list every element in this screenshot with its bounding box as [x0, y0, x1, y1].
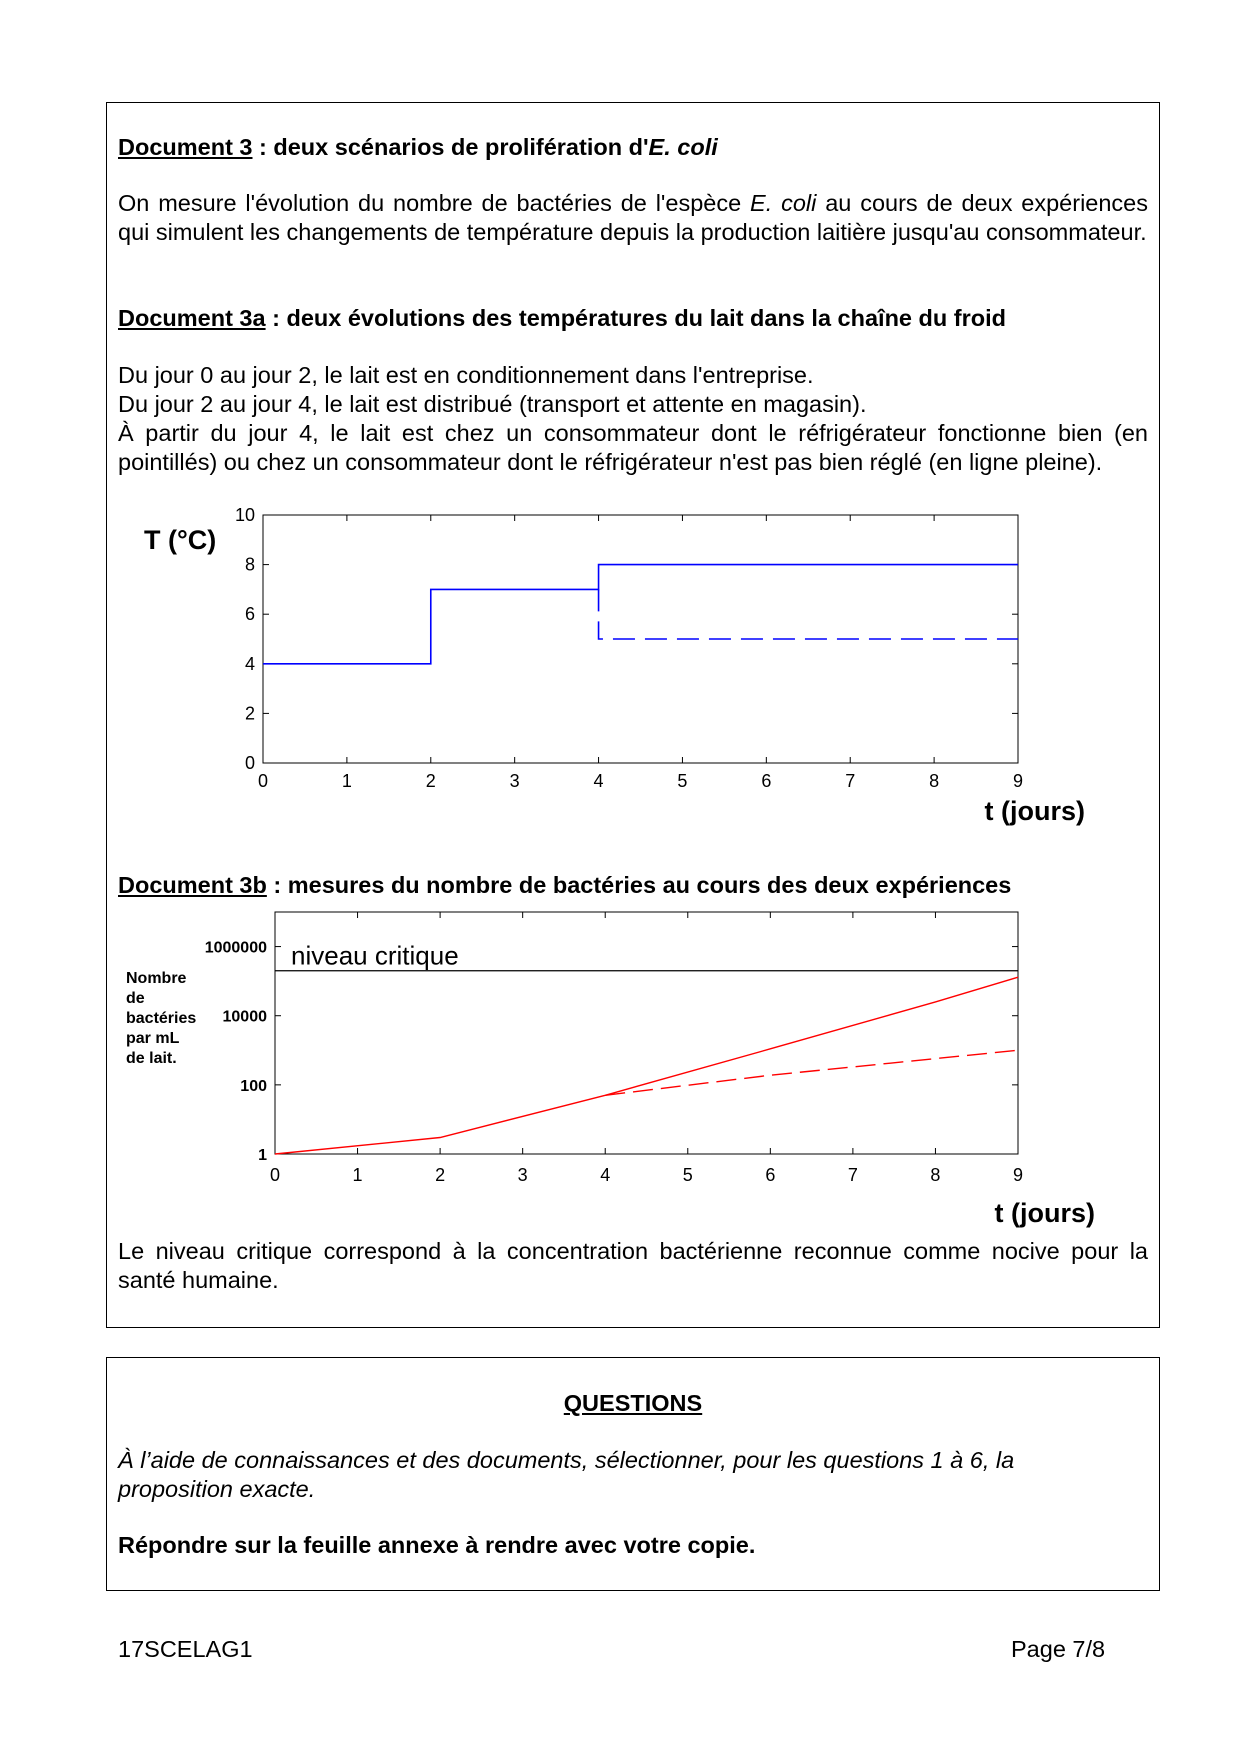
doc3a-line-2: Du jour 2 au jour 4, le lait est distribué (transport et attente en magasin).	[118, 391, 867, 417]
x-tick-label: 2	[425, 771, 436, 791]
y-tick-label: 2	[244, 703, 255, 724]
y-axis-label-line: de lait.	[126, 1050, 177, 1067]
doc3-title-species: E. coli	[648, 134, 718, 160]
doc3b-title	[118, 871, 1011, 900]
y-axis-label-line: bactéries	[126, 1010, 197, 1027]
doc3-title-label: Document 3	[118, 134, 253, 160]
questions-answer-note: Répondre sur la feuille annexe à rendre avec votre copie.	[118, 1532, 756, 1558]
y-tick-label: 0	[244, 753, 255, 773]
x-tick-label: 6	[761, 771, 772, 791]
y-tick-label: 1000000	[204, 939, 267, 957]
doc3a-title	[118, 304, 1006, 333]
x-tick-label: 0	[269, 1165, 281, 1185]
x-tick-label: 7	[847, 1165, 858, 1185]
y-tick-label: 1	[258, 1147, 267, 1164]
doc3a-line-1: Du jour 0 au jour 2, le lait est en conditionnement dans l'entreprise.	[118, 362, 814, 388]
x-tick-label: 9	[1012, 771, 1024, 791]
temperature-series-dashed	[599, 589, 1018, 639]
doc3a-title-label: Document 3a	[118, 305, 266, 331]
y-tick-label: 100	[240, 1077, 267, 1095]
bacteria-series-dashed	[605, 1050, 1018, 1095]
x-tick-label: 0	[257, 771, 269, 791]
temperature-chart	[0, 490, 1240, 840]
questions-instruction: À l’aide de connaissances et des documents, sélectionner, pour les questions 1 à 6, la proposition exacte.	[118, 1447, 1015, 1502]
doc3-intro-species: E. coli	[750, 190, 817, 216]
doc3b-title-label: Document 3b	[118, 872, 267, 898]
doc3a-line-3: À partir du jour 4, le lait est chez un consommateur dont le réfrigérateur fonctionne bien (en pointillés) ou chez un consommateur dont le réfrigérateur n'est pas bien réglé (en ligne pleine).	[118, 420, 1148, 475]
x-tick-label: 7	[845, 771, 856, 791]
x-axis-label: t (jours)	[994, 1198, 1095, 1228]
x-axis-label: t (jours)	[984, 796, 1085, 826]
bacteria-series-solid	[275, 977, 1018, 1154]
doc3a-title-rest: : deux évolutions des températures du lait dans la chaîne du froid	[265, 305, 1006, 331]
footer-page-number: Page 7/8	[1011, 1636, 1106, 1662]
questions-heading: QUESTIONS	[563, 1390, 703, 1416]
x-tick-label: 4	[600, 1165, 611, 1185]
y-tick-label: 10	[234, 505, 255, 525]
x-tick-label: 1	[341, 771, 352, 791]
doc3-title-rest: : deux scénarios de prolifération d'	[252, 134, 649, 160]
doc3-intro-part2: au cours de deux expériences qui simulent les changements de température depuis la production laitière jusqu'au consommateur.	[118, 190, 1149, 245]
doc3b-title-rest: : mesures du nombre de bactéries au cours des deux expériences	[266, 872, 1012, 898]
x-tick-label: 9	[1012, 1165, 1024, 1185]
y-axis-label-line: par mL	[126, 1030, 180, 1047]
y-axis-label: T (°C)	[144, 525, 217, 555]
temperature-series-solid	[263, 565, 1018, 664]
x-tick-label: 6	[765, 1165, 776, 1185]
y-tick-label: 6	[244, 604, 255, 625]
x-tick-label: 4	[593, 771, 604, 791]
bacteria-chart	[0, 900, 1240, 1240]
x-tick-label: 3	[509, 771, 520, 791]
y-tick-label: 8	[244, 554, 255, 575]
doc3b-note: Le niveau critique correspond à la concentration bactérienne reconnue comme nocive pour la santé humaine.	[118, 1238, 1148, 1293]
x-tick-label: 3	[517, 1165, 528, 1185]
x-tick-label: 8	[930, 1165, 941, 1185]
y-tick-label: 10000	[222, 1008, 267, 1026]
x-tick-label: 1	[352, 1165, 363, 1185]
critical-level-label: niveau critique	[291, 940, 459, 971]
doc3-title	[118, 133, 718, 162]
x-tick-label: 8	[929, 771, 940, 791]
y-axis-label-line: de	[126, 990, 145, 1007]
doc3-intro	[118, 189, 1148, 247]
y-axis-label-line: Nombre	[126, 970, 187, 987]
x-tick-label: 5	[677, 771, 688, 791]
footer-code: 17SCELAG1	[118, 1636, 253, 1662]
x-tick-label: 5	[682, 1165, 693, 1185]
doc3-intro-part1: On mesure l'évolution du nombre de bactéries de l'espèce	[118, 190, 751, 216]
y-tick-label: 4	[244, 653, 255, 674]
x-tick-label: 2	[435, 1165, 446, 1185]
